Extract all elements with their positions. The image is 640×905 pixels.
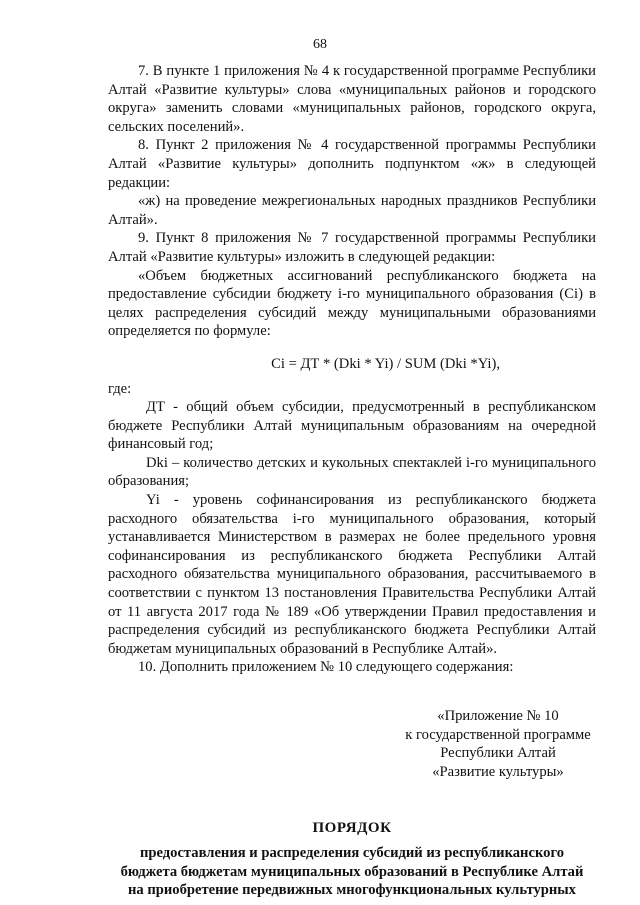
definition-yi: Yi - уровень софинансирования из республиканского бюджета расходного обязательства i-го муниципального образования, который устанавливается Министерством в размерах не более предельного уровня софинансирования из республиканского бюджета Республики Алтай расходного обязательства муниципального образования, рассчитываемого в соответствии с пунктом 13 постановления Правительства Республики Алтай от 11 августа 2017 года № 189 «Об утверждении Правил предоставления и распределения субсидий из республиканского бюджета Республики Алтай бюджетам муниципальных образований в Республике Алтай». — [108, 492, 596, 657]
paragraph-item-10: 10. Дополнить приложением № 10 следующего содержания: — [138, 659, 514, 676]
page-number: 68 — [313, 37, 327, 52]
subtitle-line-1: предоставления и распределения субсидий из республиканского — [139, 844, 565, 861]
appendix-line-1: «Приложение № 10 — [437, 708, 559, 724]
appendix-line-3: Республики Алтай — [440, 745, 556, 762]
subtitle-line-3: на приобретение передвижных многофункциональных культурных — [128, 882, 576, 899]
paragraph-subitem-zh: «ж) на проведение межрегиональных народных праздников Республики Алтай». — [108, 193, 596, 228]
document-body — [108, 62, 596, 900]
paragraph-item-7: 7. В пункте 1 приложения № 4 к государственной программе Республики Алтай «Развитие культуры» слова «муниципальных районов и городского округа» заменить словами «муниципальных районов, городского округа, сельских поселений». — [108, 63, 596, 135]
document-title: ПОРЯДОК — [312, 820, 392, 837]
definition-dki: Dki – количество детских и кукольных спектаклей i-го муниципального образования; — [108, 454, 596, 490]
appendix-line-2: к государственной программе — [405, 726, 591, 743]
paragraph-item-9: 9. Пункт 8 приложения № 7 государственной программы Республики Алтай «Развитие культуры» изложить в следующей редакции: — [108, 230, 596, 265]
where-label: где: — [108, 380, 132, 397]
subtitle-line-2: бюджета бюджетам муниципальных образований в Республике Алтай — [120, 863, 584, 880]
paragraph-budget-volume: «Объем бюджетных ассигнований республиканского бюджета на предоставление субсидии бюджету i-го муниципального образования (Ci) в целях распределения субсидий между муниципальными образованиями определяется по формуле: — [108, 267, 596, 340]
appendix-header — [108, 707, 598, 781]
document-subtitle — [108, 844, 596, 900]
definition-dt: ДТ - общий объем субсидии, предусмотренный в республиканском бюджете Республики Алтай муниципальным образованиям на очередной финансовый год; — [108, 399, 596, 453]
appendix-line-4: «Развитие культуры» — [432, 763, 564, 780]
formula: Ci = ДТ * (Dki * Yi) / SUM (Dki *Yi), — [271, 355, 500, 372]
paragraph-item-8: 8. Пункт 2 приложения № 4 государственной программы Республики Алтай «Развитие культуры» дополнить подпунктом «ж» в следующей редакции: — [108, 137, 596, 191]
